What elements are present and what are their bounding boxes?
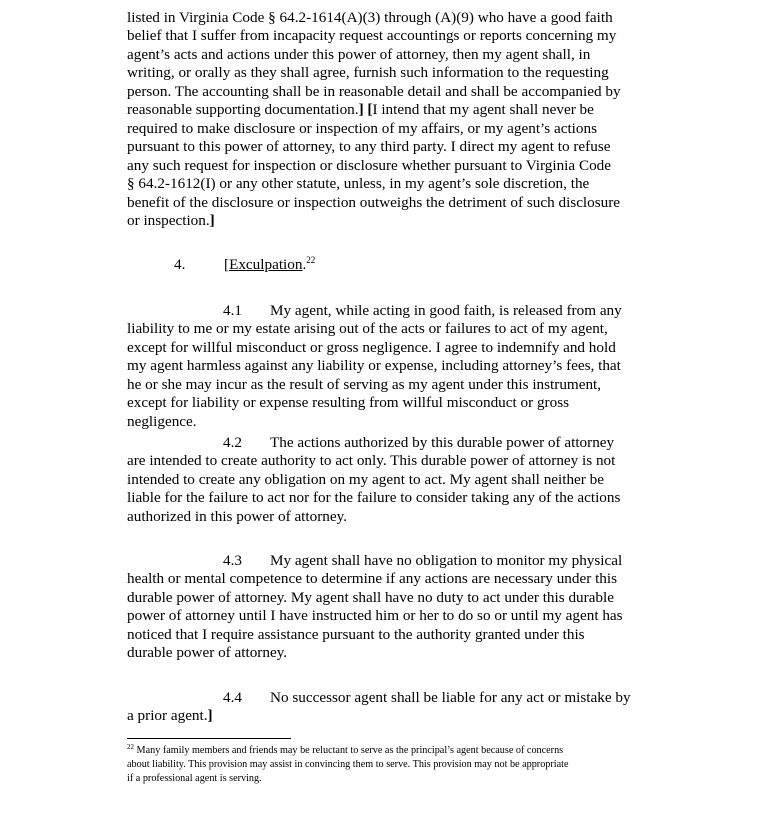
footnote-reference[interactable]: 22 [306, 255, 316, 265]
section-title-period: . [302, 256, 307, 273]
text-line [127, 707, 657, 725]
intro-paragraph [127, 9, 621, 230]
bracket-open: [ [224, 256, 230, 273]
subsection-number: 4.2 [223, 434, 242, 451]
text-line: agent’s acts and actions under this power of attorney, then my agent shall, in [127, 45, 591, 63]
subsection-4-1 [127, 302, 657, 431]
text-line: durable power of attorney. My agent shall have no duty to act under this durable [127, 588, 614, 606]
text-line: intended to create any obligation on my agent to act. My agent shall neither be [127, 470, 604, 488]
text-line: except for willful misconduct or gross negligence. I agree to indemnify and hold [127, 338, 616, 356]
text-line: belief that I suffer from incapacity request accountings or reports concerning my [127, 27, 617, 45]
subsection-number: 4.3 [223, 552, 242, 569]
subsection-4-2 [127, 434, 657, 526]
text-line: any such request for inspection or disclosure whether pursuant to Virginia Code [127, 156, 611, 174]
footnote-line [127, 744, 657, 758]
text-segment: I intend that my agent shall never be [372, 101, 594, 119]
text-line: person. The accounting shall be in reasonable detail and shall be accompanied by [127, 82, 621, 100]
section-title-label: Exculpation [229, 256, 303, 273]
text-line: are intended to create authority to act only. This durable power of attorney is not [127, 452, 616, 470]
text-line: authorized in this power of attorney. [127, 507, 348, 525]
text-line [127, 101, 621, 119]
text-line: except for liability or expense resulting from willful misconduct or gross [127, 394, 570, 412]
text-line: my agent harmless against any liability or expense, including attorney’s fees, that [127, 357, 621, 375]
text-line: liability to me or my estate arising out of the acts or failures to act of my agent, [127, 320, 608, 338]
bracket-close: ] [209, 211, 215, 229]
bracket-open: [ [367, 101, 373, 119]
text-line: power of attorney until I have instructed him or her to do so or until my agent has [127, 607, 623, 625]
section-title-text [224, 256, 302, 273]
subsection-4-4 [127, 689, 657, 726]
text-line: listed in Virginia Code § 64.2-1614(A)(3) through (A)(9) who have a good faith [127, 9, 613, 26]
footnote-number: 22 [127, 743, 134, 751]
text-line: noticed that I require assistance pursuant to the authority granted under this [127, 625, 585, 643]
text-line [127, 212, 621, 230]
text-segment: Many family members and friends may be reluctant to serve as the principal’s agent because of concerns [136, 745, 564, 756]
text-line: required to make disclosure or inspection of my affairs, or my agent’s actions [127, 119, 597, 137]
text-line: My agent shall have no obligation to monitor my physical [270, 552, 623, 569]
text-line: negligence. [127, 412, 197, 430]
footnote [127, 744, 657, 787]
text-line: The actions authorized by this durable power of attorney [270, 434, 615, 451]
subsection-4-3 [127, 552, 657, 663]
text-line: pursuant to this power of attorney, to any third party. I direct my agent to refuse [127, 138, 611, 156]
text-line: he or she may incur as the result of serving as my agent under this instrument, [127, 375, 602, 393]
section-title [224, 256, 315, 274]
text-segment: or inspection. [127, 211, 210, 229]
text-line: My agent, while acting in good faith, is released from any [270, 302, 622, 319]
subsection-number: 4.4 [223, 689, 242, 706]
text-line: health or mental competence to determine if any actions are necessary under this [127, 570, 618, 588]
text-line: writing, or orally as they shall agree, furnish such information to the requesting [127, 64, 609, 82]
section-number: 4. [174, 256, 186, 273]
text-line: benefit of the disclosure or inspection outweighs the detriment of such disclosure [127, 193, 621, 211]
text-segment: reasonable supporting documentation. [127, 101, 359, 119]
text-segment: a prior agent. [127, 707, 208, 725]
text-line: liable for the failure to act nor for the failure to consider taking any of the actions [127, 489, 621, 507]
footnote-line: about liability. This provision may assist in convincing them to serve. This provision may not be appropriate [127, 759, 569, 771]
footnote-separator [127, 738, 291, 739]
text-line: No successor agent shall be liable for any act or mistake by [270, 689, 631, 706]
bracket-close: ] [207, 707, 213, 725]
bracket-close: ] [358, 101, 364, 119]
text-line: durable power of attorney. [127, 644, 288, 662]
text-line: § 64.2-1612(I) or any other statute, unless, in my agent’s sole discretion, the [127, 175, 590, 193]
footnote-line: if a professional agent is serving. [127, 773, 262, 785]
subsection-number: 4.1 [223, 302, 242, 319]
